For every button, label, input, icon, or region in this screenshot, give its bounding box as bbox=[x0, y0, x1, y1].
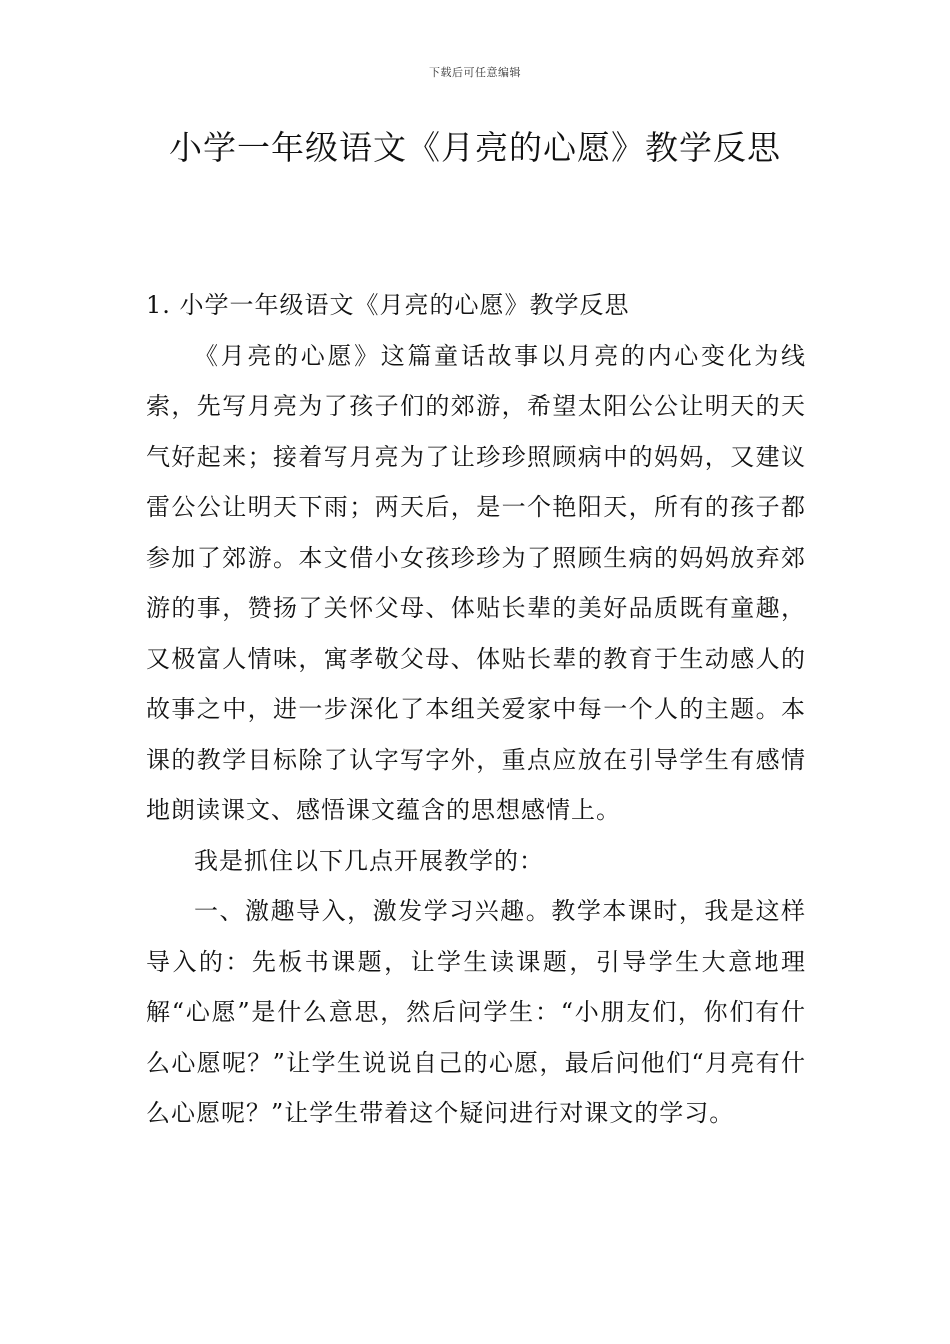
paragraph-intro: 《月亮的心愿》这篇童话故事以月亮的内心变化为线索，先写月亮为了孩子们的郊游，希望太阳公公让明天的天气好起来；接着写月亮为了让珍珍照顾病中的妈妈，又建议雷公公让明天下雨；两天后，是一个艳阳天，所有的孩子都参加了郊游。本文借小女孩珍珍为了照顾生病的妈妈放弃郊游的事，赞扬了关怀父母、体贴长辈的美好品质既有童趣，又极富人情味，寓孝敬父母、体贴长辈的教育于生动感人的故事之中，进一步深化了本组关爱家中每一个人的主题。本课的教学目标除了认字写字外，重点应放在引导学生有感情地朗读课文、感悟课文蕴含的思想感情上。 bbox=[146, 341, 806, 824]
section-heading: 1. 小学一年级语文《月亮的心愿》教学反思 bbox=[146, 291, 630, 319]
paragraph-point-one: 一、激趣导入，激发学习兴趣。教学本课时，我是这样导入的：先板书课题，让学生读课题，引导学生大意地理解“心愿”是什么意思，然后问学生：“小朋友们，你们有什么心愿呢？”让学生说说自己的心愿，最后问他们“月亮有什么心愿呢？”让学生带着这个疑问进行对课文的学习。 bbox=[146, 897, 806, 1127]
header-note: 下载后可任意编辑 bbox=[429, 66, 521, 79]
paragraph-method-lead: 我是抓住以下几点开展教学的： bbox=[194, 846, 544, 875]
document-body bbox=[146, 280, 806, 1139]
page-title: 小学一年级语文《月亮的心愿》教学反思 bbox=[169, 128, 781, 167]
